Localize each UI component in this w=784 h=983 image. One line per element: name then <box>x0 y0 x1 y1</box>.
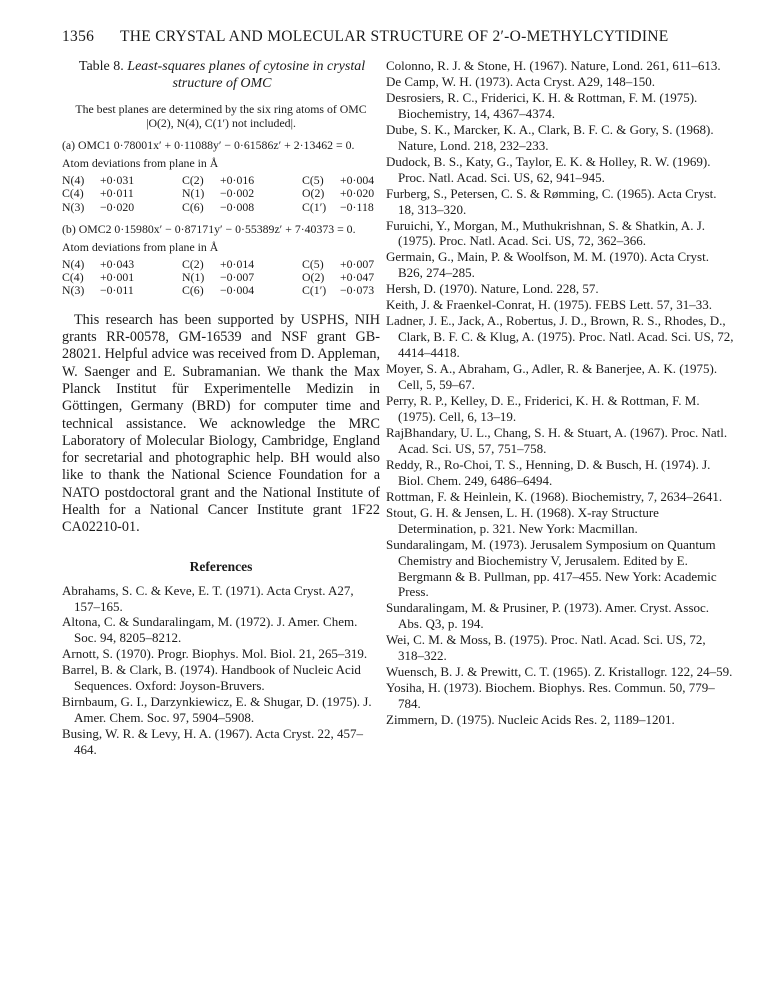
deviation-value: −0·118 <box>340 199 374 214</box>
reference-entry: Furuichi, Y., Morgan, M., Muthukrishnan, S. & Shatkin, A. J. (1975). Proc. Natl. Acad. Sci. US, 72, 362–366. <box>386 217 706 249</box>
deviation-value: +0·020 <box>340 186 375 201</box>
reference-entry: Stout, G. H. & Jensen, L. H. (1968). X-ray Structure Determination, p. 321. New York: Macmillan. <box>386 504 659 536</box>
reference-entry: Keith, J. & Fraenkel-Conrat, H. (1975). FEBS Lett. 57, 31–33. <box>386 297 713 313</box>
deviation-value: +0·001 <box>100 270 135 285</box>
reference-entry: Rottman, F. & Heinlein, K. (1968). Biochemistry, 7, 2634–2641. <box>386 488 723 504</box>
atom-label: C(6) <box>182 199 204 214</box>
atom-label: C(1′) <box>302 199 327 214</box>
references-list-right <box>386 58 734 728</box>
reference-entry: Birnbaum, G. I., Darzynkiewicz, E. & Shugar, D. (1975). J. Amer. Chem. Soc. 97, 5904–5908. <box>62 693 372 725</box>
reference-entry: Dube, S. K., Marcker, K. A., Clark, B. F. C. & Gory, S. (1968). Nature, Lond. 218, 232–233. <box>386 121 714 153</box>
reference-entry: Barrel, B. & Clark, B. (1974). Handbook of Nucleic Acid Sequences. Oxford: Joyson-Bruvers. <box>62 662 361 694</box>
atom-label: C(2) <box>182 173 204 187</box>
atom-label: C(4) <box>62 270 84 285</box>
deviation-value: −0·073 <box>340 283 375 298</box>
reference-entry: Sundaralingam, M. & Prusiner, P. (1973). Amer. Cryst. Assoc. Abs. Q3, p. 194. <box>386 600 710 632</box>
atom-label: N(3) <box>62 199 85 214</box>
reference-entry: Sundaralingam, M. (1973). Jerusalem Symposium on Quantum Chemistry and Biochemistry V, Jerusalem. Edited by E. Bergmann & B. Pullman, pp. 417–455. New York: Academic Press. <box>386 536 717 600</box>
atom-label: C(1′) <box>302 283 327 298</box>
references-heading: References <box>189 558 253 574</box>
reference-entry: Germain, G., Main, P. & Woolfson, M. M. (1970). Acta Cryst. B26, 274–285. <box>386 249 709 281</box>
plane-b-deviation-table <box>62 258 374 298</box>
reference-entry: Zimmern, D. (1975). Nucleic Acids Res. 2, 1189–1201. <box>386 712 675 728</box>
deviation-row <box>62 201 374 214</box>
atom-label: C(4) <box>62 186 84 201</box>
reference-entry: Ladner, J. E., Jack, A., Robertus, J. D., Brown, R. S., Rhodes, D., Clark, B. F. C. & Klug, A. (1975). Proc. Natl. Acad. Sci. US, 72, 4414–4418. <box>386 313 734 361</box>
reference-entry: De Camp, W. H. (1973). Acta Cryst. A29, 148–150. <box>386 73 656 89</box>
atom-label: N(3) <box>62 283 85 298</box>
atom-label: N(1) <box>182 270 205 285</box>
atom-label: C(5) <box>302 173 324 187</box>
running-title: THE CRYSTAL AND MOLECULAR STRUCTURE OF 2′-O-METHYLCYTIDINE <box>120 28 669 45</box>
deviation-row <box>62 284 374 297</box>
deviation-value: −0·002 <box>220 186 255 201</box>
acknowledgement-paragraph: This research has been supported by USPHS, NIH grants RR-00578, GM-16539 and NSF grant GB-28021. Helpful advice was received from D. Appleman, W. Saenger and E. Subramanian. We thank the Max Planck Institut für Experimentelle Medizin in Göttingen, Germany (BRD) for computer time and technical assistance. We acknowledge the MRC Laboratory of Molecular Biology, Cambridge, England for secretarial and photographic help. BH would also like to thank the National Science Foundation for a NATO postdoctoral grant and the National Institute of Health for a National Cancer Institute grant 1F22 CA02210-01. <box>62 311 380 536</box>
plane-a-subheading: Atom deviations from plane in Å <box>62 156 219 170</box>
plane-b-equation: (b) OMC2 0·15980x′ − 0·87171y′ − 0·55389z′ + 7·40373 = 0. <box>62 221 356 236</box>
deviation-value: −0·004 <box>220 283 255 298</box>
reference-entry: Furberg, S., Petersen, C. S. & Rømming, C. (1965). Acta Cryst. 18, 313–320. <box>386 185 717 217</box>
running-header <box>62 28 732 48</box>
deviation-value: +0·043 <box>100 256 135 271</box>
reference-entry: Colonno, R. J. & Stone, H. (1967). Nature, Lond. 261, 611–613. <box>386 58 721 73</box>
deviation-value: −0·020 <box>100 199 135 214</box>
atom-label: C(6) <box>182 283 204 298</box>
reference-entry: Dudock, B. S., Katy, G., Taylor, E. K. & Holley, R. W. (1969). Proc. Natl. Acad. Sci. US, 62, 941–945. <box>386 153 711 185</box>
atom-label: C(2) <box>182 256 204 271</box>
reference-entry: Moyer, S. A., Abraham, G., Adler, R. & Banerjee, A. K. (1975). Cell, 5, 59–67. <box>386 361 718 393</box>
references-list-left <box>62 583 380 758</box>
deviation-value: +0·014 <box>220 256 255 271</box>
deviation-value: +0·047 <box>340 270 375 285</box>
deviation-value: +0·011 <box>100 186 134 201</box>
table-caption-text: Least-squares planes of cytosine in crystal structure of OMC <box>127 59 366 91</box>
plane-a-equation: (a) OMC1 0·78001x′ + 0·11088y′ − 0·61586z′ + 2·13462 = 0. <box>62 138 355 152</box>
reference-entry: Wuensch, B. J. & Prewitt, C. T. (1965). Z. Kristallogr. 122, 24–59. <box>386 664 733 680</box>
atom-label: C(5) <box>302 256 324 271</box>
reference-entry: Yosiha, H. (1973). Biochem. Biophys. Res. Commun. 50, 779–784. <box>386 680 715 712</box>
table-label: Table 8. <box>78 59 124 74</box>
deviation-value: −0·011 <box>100 283 134 298</box>
deviation-value: −0·008 <box>220 199 255 214</box>
reference-entry: Hersh, D. (1970). Nature, Lond. 228, 57. <box>386 281 599 297</box>
reference-entry: Wei, C. M. & Moss, B. (1975). Proc. Natl. Acad. Sci. US, 72, 318–322. <box>386 632 706 664</box>
table-caption <box>62 58 380 92</box>
reference-entry: Abrahams, S. C. & Keve, E. T. (1971). Acta Cryst. A27, 157–165. <box>62 582 354 614</box>
deviation-value: +0·004 <box>340 173 375 187</box>
reference-entry: Reddy, R., Ro-Choi, T. S., Henning, D. & Busch, H. (1974). J. Biol. Chem. 249, 6486–6494. <box>386 456 711 488</box>
page-number: 1356 <box>62 28 95 45</box>
deviation-value: −0·007 <box>220 270 255 285</box>
plane-a-deviation-table <box>62 174 374 214</box>
atom-label: N(1) <box>182 186 205 201</box>
reference-entry: Perry, R. P., Kelley, D. E., Friderici, K. H. & Rottman, F. M. (1975). Cell, 6, 13–19. <box>386 393 700 424</box>
deviation-row <box>62 271 374 284</box>
reference-entry: Busing, W. R. & Levy, H. A. (1967). Acta Cryst. 22, 457–464. <box>62 725 364 757</box>
reference-entry: RajBhandary, U. L., Chang, S. H. & Stuart, A. (1967). Proc. Natl. Acad. Sci. US, 57, 751–758. <box>386 424 728 456</box>
atom-label: N(4) <box>62 256 85 271</box>
reference-entry: Arnott, S. (1970). Progr. Biophys. Mol. Biol. 21, 265–319. <box>62 646 368 662</box>
deviation-row <box>62 174 374 187</box>
reference-entry: Desrosiers, R. C., Friderici, K. H. & Rottman, F. M. (1975). Biochemistry, 14, 4367–4374. <box>386 89 698 121</box>
left-column <box>62 58 380 758</box>
reference-entry: Altona, C. & Sundaralingam, M. (1972). J. Amer. Chem. Soc. 94, 8205–8212. <box>62 614 358 646</box>
deviation-value: +0·031 <box>100 173 135 187</box>
deviation-value: +0·016 <box>220 173 255 187</box>
atom-label: O(2) <box>302 186 325 201</box>
deviation-row <box>62 187 374 200</box>
right-column <box>386 58 734 728</box>
table-note: The best planes are determined by the six ring atoms of OMC |O(2), N(4), C(1′) not included|. <box>75 102 367 130</box>
plane-b-subheading: Atom deviations from plane in Å <box>62 239 219 254</box>
atom-label: N(4) <box>62 173 85 187</box>
atom-label: O(2) <box>302 270 325 285</box>
deviation-row <box>62 258 374 271</box>
deviation-value: +0·007 <box>340 256 375 271</box>
